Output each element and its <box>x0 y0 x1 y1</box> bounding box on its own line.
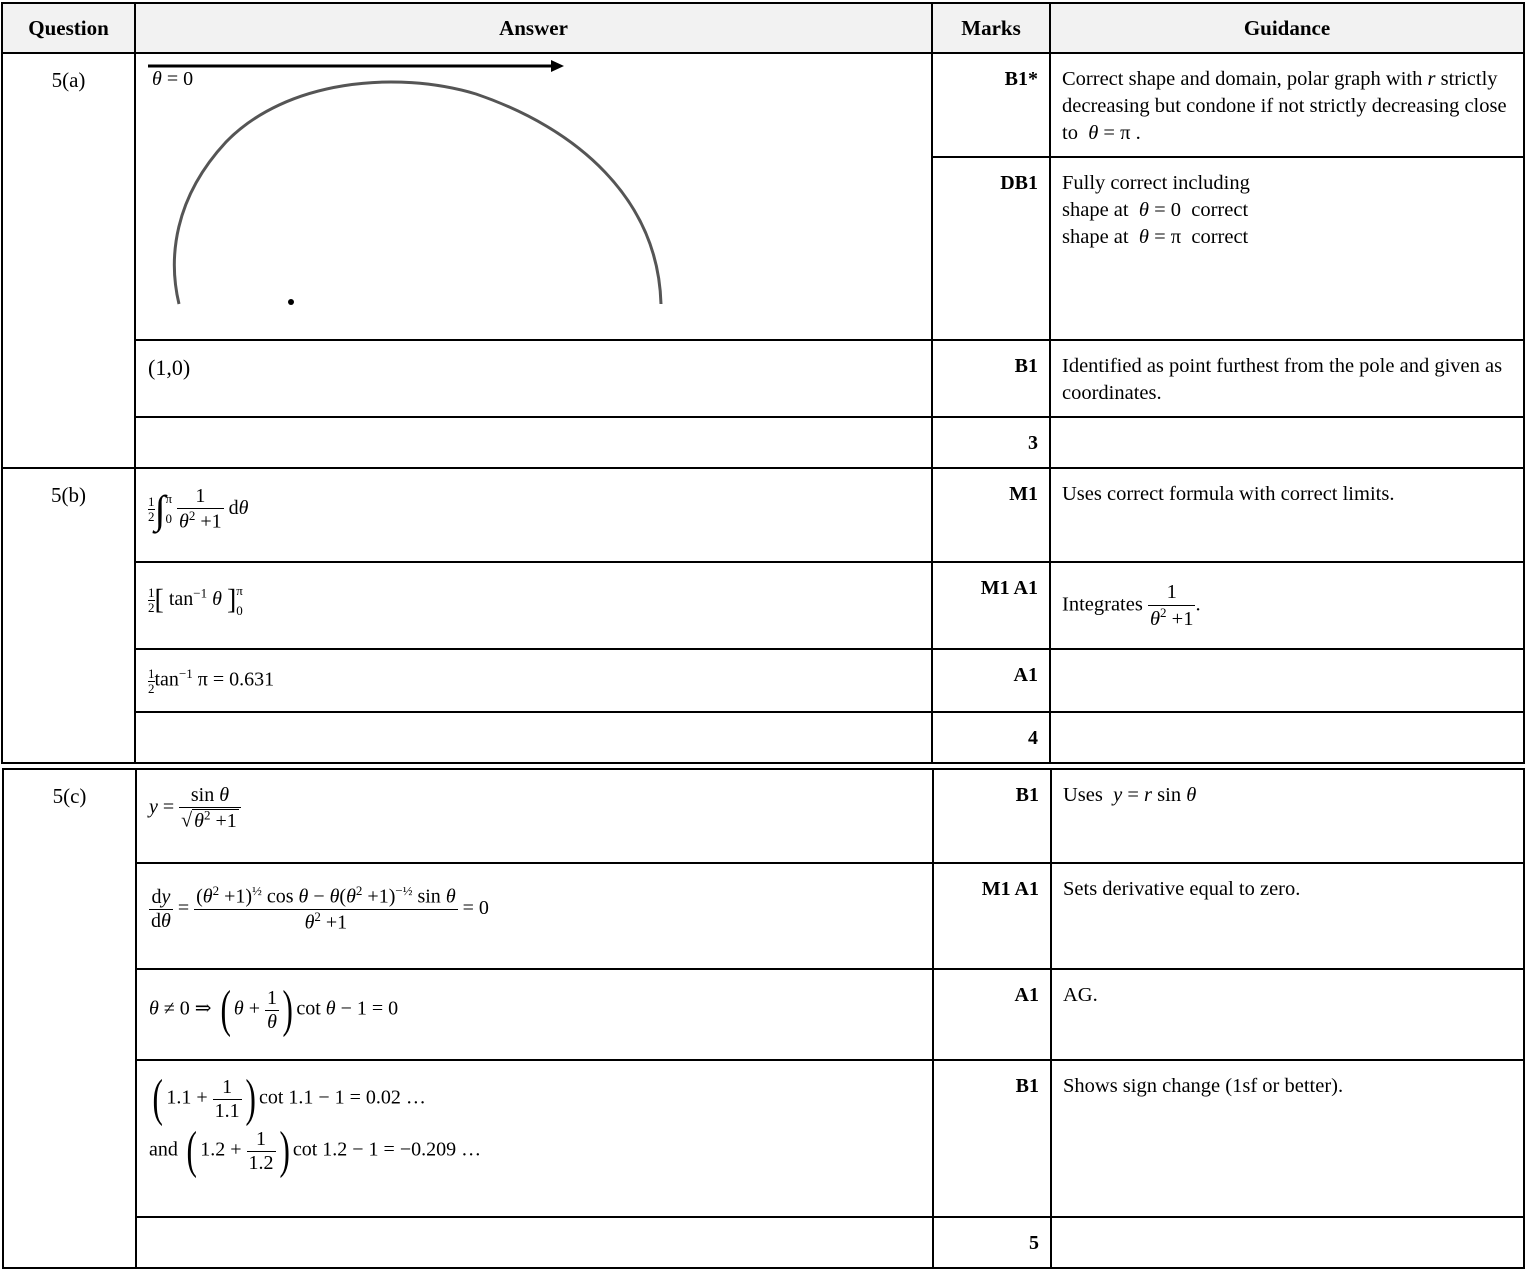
answer-5b-result: $\frac{1}{2}$ $\tan^{-1} \pi = 0.631$ <box>135 649 932 712</box>
question-label-5b: 5(b) <box>2 468 135 763</box>
answer-5b-antiderivative: $\frac{1}{2}$ [ $\tan^{-1} \theta$ ] π 0 <box>135 562 932 649</box>
answer-5c-empty <box>136 1217 933 1268</box>
marks-5c-1: B1 <box>933 769 1051 863</box>
marks-5b-total: 4 <box>932 712 1050 763</box>
answer-5c-simplified: θ ≠ 0 ⇒ ( θ + $\frac{1}{\theta}$ ) cot θ − 1 = 0 <box>136 969 933 1060</box>
question-label-5a: 5(a) <box>2 53 135 468</box>
polar-curve-svg <box>146 58 726 318</box>
answer-5a-point: (1,0) <box>135 340 932 417</box>
answer-5c-derivative: $\frac{dy}{d\theta}$ = $\frac{(\theta^2 +1)^{\frac{1}{2}} \cos \theta - \theta(\theta^2 +1)^{-\frac{1}{2}} \sin \theta}{\theta^2 +1}$ = 0 <box>136 863 933 969</box>
marks-5c-3: A1 <box>933 969 1051 1060</box>
guidance-5b-1: Uses correct formula with correct limits. <box>1050 468 1524 562</box>
guidance-5c-2: Sets derivative equal to zero. <box>1051 863 1524 969</box>
row-5c-4 <box>3 1060 1524 1217</box>
guidance-5a-2: Fully correct including shape at θ = 0 correct shape at θ = π correct <box>1050 157 1524 340</box>
row-5c-1 <box>3 769 1524 863</box>
mark-scheme-table-5ab <box>1 2 1525 764</box>
header-question: Question <box>2 3 135 53</box>
marks-5b-1: M1 <box>932 468 1050 562</box>
guidance-5b-2: Integrates $\frac{1}{\theta^2 +1}$ . <box>1050 562 1524 649</box>
answer-5b-empty <box>135 712 932 763</box>
guidance-5b-empty <box>1050 649 1524 712</box>
answer-5b-integral: $\frac{1}{2}$ ∫ π 0 $\frac{1}{\theta^2 +1}$ dθ <box>135 468 932 562</box>
guidance-5c-4: Shows sign change (1sf or better). <box>1051 1060 1524 1217</box>
polar-graph <box>146 58 726 318</box>
guidance-5b-total-empty <box>1050 712 1524 763</box>
answer-5c-sign-change <box>136 1060 933 1217</box>
question-label-5c: 5(c) <box>3 769 136 1268</box>
guidance-5a-1: Correct shape and domain, polar graph with r strictly decreasing but condone if not strictly decreasing close to θ = π . <box>1050 53 1524 157</box>
row-5c-2 <box>3 863 1524 969</box>
row-5b-1 <box>2 468 1524 562</box>
theta-zero-label: θ = 0 <box>152 68 194 90</box>
marks-5a-2: DB1 <box>932 157 1050 340</box>
row-5c-3 <box>3 969 1524 1060</box>
marks-5b-2: M1 A1 <box>932 562 1050 649</box>
answer-graph-cell <box>135 53 932 340</box>
header-row <box>2 3 1524 53</box>
header-marks: Marks <box>932 3 1050 53</box>
marks-5a-1: B1* <box>932 53 1050 157</box>
marks-5b-3: A1 <box>932 649 1050 712</box>
guidance-5c-1: Uses y = r sin θ <box>1051 769 1524 863</box>
mark-scheme-table-5c <box>2 768 1525 1269</box>
check-1-2: and ( 1.2 + $\frac{1}{1.2}$ ) cot 1.2 − 1 = −0.209 … <box>149 1122 482 1179</box>
marks-5c-total: 5 <box>933 1217 1051 1268</box>
row-5b-3 <box>2 649 1524 712</box>
header-guidance: Guidance <box>1050 3 1524 53</box>
guidance-5c-empty <box>1051 1217 1524 1268</box>
row-5c-total <box>3 1217 1524 1268</box>
answer-5c-y: y = $\frac{\text{sin θ}}{√ \theta^2 +1}$ <box>136 769 933 863</box>
arrow-head-icon <box>551 60 564 72</box>
header-answer: Answer <box>135 3 932 53</box>
guidance-5a-3: Identified as point furthest from the pole and given as coordinates. <box>1050 340 1524 417</box>
marks-5a-total: 3 <box>932 417 1050 468</box>
row-5a-1 <box>2 53 1524 157</box>
row-5b-total <box>2 712 1524 763</box>
guidance-5c-3: AG. <box>1051 969 1524 1060</box>
row-5a-3 <box>2 340 1524 417</box>
marks-5c-4: B1 <box>933 1060 1051 1217</box>
check-1-1: ( 1.1 + $\frac{1}{1.1}$ ) cot 1.1 − 1 = 0.02 … <box>152 1070 426 1127</box>
marks-5a-3: B1 <box>932 340 1050 417</box>
guidance-5a-empty <box>1050 417 1524 468</box>
answer-5a-empty <box>135 417 932 468</box>
row-5a-total <box>2 417 1524 468</box>
pole-dot-icon <box>288 299 294 305</box>
row-5b-2 <box>2 562 1524 649</box>
marks-5c-2: M1 A1 <box>933 863 1051 969</box>
